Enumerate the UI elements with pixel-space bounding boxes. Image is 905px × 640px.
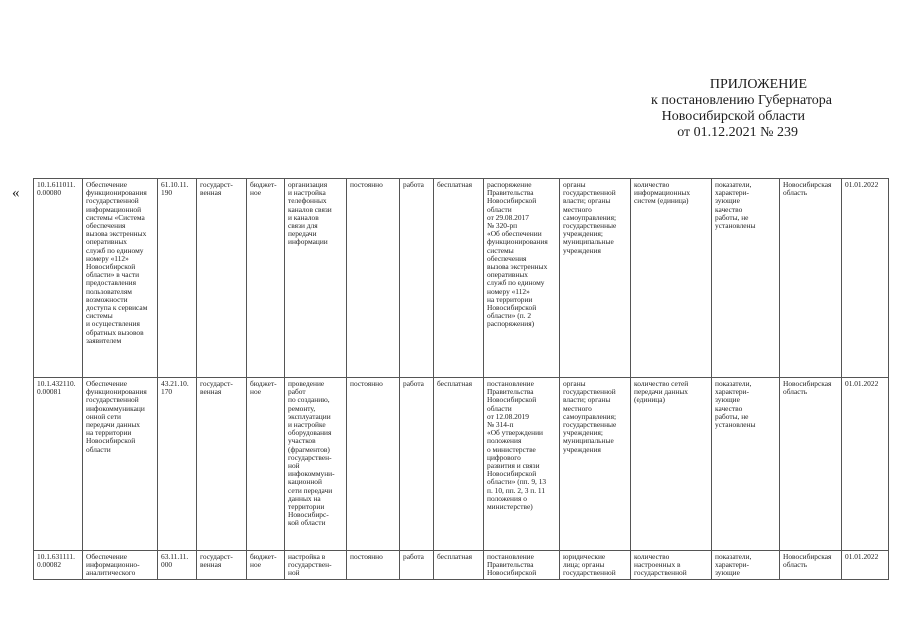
cell-legal-act: постановление Правительства Новосибирской области от 12.08.2019 № 314-п «Об утверждении положения о министерстве цифрового развития и связи Новосибирской области» (пп. 9, 13 п. 10, пп. 2, 3 п. 11 положения о министерстве) — [484, 378, 560, 551]
cell-region: Новосибирская область — [780, 378, 842, 551]
cell-kind: работа — [400, 378, 434, 551]
document-header — [600, 77, 870, 141]
cell-name: Обеспечение функционирования государственной информационной системы «Система обеспечения вызова экстренных оперативных служб по единому номеру «112» Новосибирской области» в части предоставления пользователям возможности доступа к сервисам системы и осуществления обратных вызовов заявителем — [83, 179, 158, 378]
cell-name: Обеспечение информационно- аналитического — [83, 551, 158, 580]
cell-legal-act: постановление Правительства Новосибирской — [484, 551, 560, 580]
cell-name: Обеспечение функционирования государственной инфокоммуникаци онной сети передачи данных на территории Новосибирской области — [83, 378, 158, 551]
cell-budget: бюджет- ное — [247, 378, 285, 551]
cell-payment: бесплатная — [434, 378, 484, 551]
appendix-line-region: Новосибирской области — [661, 109, 805, 124]
cell-consumers: юридические лица; органы государственной — [560, 551, 631, 580]
opening-quote-mark: « — [12, 185, 20, 201]
cell-ownership: государст- венная — [197, 551, 247, 580]
cell-date: 01.01.2022 — [842, 179, 889, 378]
cell-kind: работа — [400, 551, 434, 580]
cell-volume: количество информационных систем (единица) — [631, 179, 712, 378]
appendix-line-date: от 01.12.2021 № 239 — [677, 125, 798, 140]
registry-table — [33, 178, 889, 580]
cell-okved: 43.21.10. 170 — [158, 378, 197, 551]
table-row — [34, 551, 889, 580]
cell-consumers: органы государственной власти; органы местного самоуправления; государственные учреждения; муниципальные учреждения — [560, 179, 631, 378]
cell-ownership: государст- венная — [197, 378, 247, 551]
cell-quality: показатели, характери- зующие качество работы, не установлены — [712, 179, 780, 378]
cell-consumers: органы государственной власти; органы местного самоуправления; государственные учреждения; муниципальные учреждения — [560, 378, 631, 551]
cell-content: настройка в государствен- ной — [285, 551, 347, 580]
cell-code: 10.1.432110. 0.00081 — [34, 378, 83, 551]
cell-payment: бесплатная — [434, 551, 484, 580]
table-row — [34, 378, 889, 551]
cell-okved: 61.10.11. 190 — [158, 179, 197, 378]
cell-payment: бесплатная — [434, 179, 484, 378]
cell-content: организация и настройка телефонных каналов связи и каналов связи для передачи информации — [285, 179, 347, 378]
cell-region: Новосибирская область — [780, 551, 842, 580]
cell-volume: количество сетей передачи данных (единица) — [631, 378, 712, 551]
cell-okved: 63.11.11. 000 — [158, 551, 197, 580]
cell-quality: показатели, характери- зующие — [712, 551, 780, 580]
cell-code: 10.1.631111. 0.00082 — [34, 551, 83, 580]
cell-date: 01.01.2022 — [842, 378, 889, 551]
cell-content: проведение работ по созданию, ремонту, эксплуатации и настройке оборудования участков (фрагментов) государствен- ной инфокоммуни- кационной сети передачи данных на территории Новосибирс- кой области — [285, 378, 347, 551]
appendix-title: ПРИЛОЖЕНИЕ — [709, 77, 807, 92]
appendix-line-decree: к постановлению Губернатора — [651, 93, 832, 108]
cell-frequency: постоянно — [347, 378, 400, 551]
cell-budget: бюджет- ное — [247, 551, 285, 580]
cell-volume: количество настроенных в государственной — [631, 551, 712, 580]
cell-frequency: постоянно — [347, 179, 400, 378]
table-row — [34, 179, 889, 378]
cell-date: 01.01.2022 — [842, 551, 889, 580]
cell-legal-act: распоряжение Правительства Новосибирской области от 29.08.2017 № 320-рп «Об обеспечении функционирования системы обеспечения вызова экстренных оперативных служб по единому номеру «112» на территории Новосибирской области» (п. 2 распоряжения) — [484, 179, 560, 378]
cell-region: Новосибирская область — [780, 179, 842, 378]
cell-quality: показатели, характери- зующие качество работы, не установлены — [712, 378, 780, 551]
cell-code: 10.1.611011. 0.00080 — [34, 179, 83, 378]
cell-frequency: постоянно — [347, 551, 400, 580]
cell-ownership: государст- венная — [197, 179, 247, 378]
cell-kind: работа — [400, 179, 434, 378]
cell-budget: бюджет- ное — [247, 179, 285, 378]
